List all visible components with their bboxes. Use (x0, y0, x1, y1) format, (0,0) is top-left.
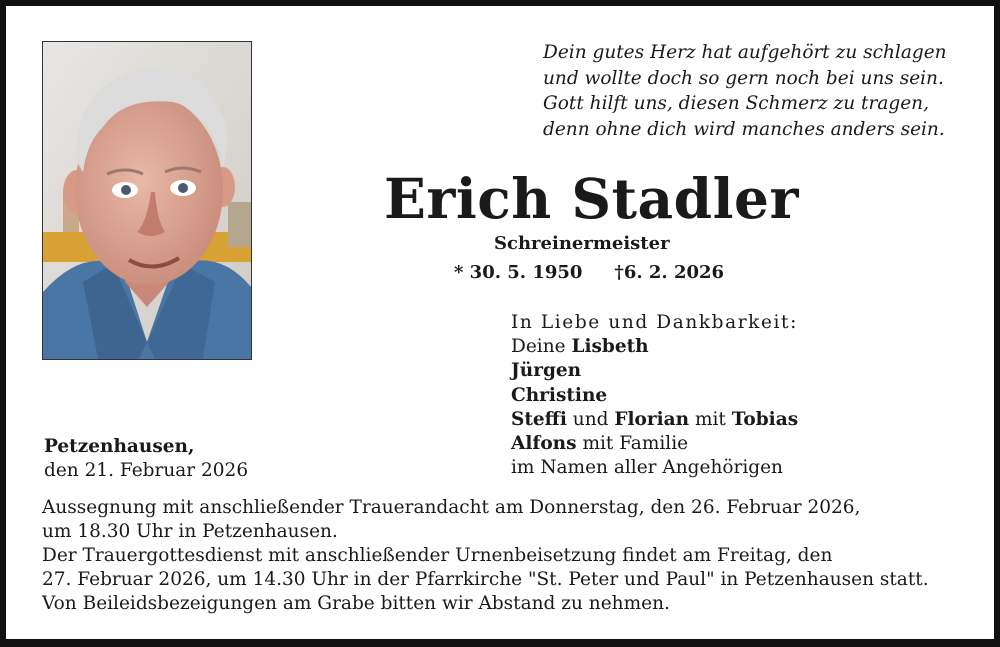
mourner-line (511, 408, 798, 432)
mourner-name: Alfons (511, 433, 577, 455)
notice-line: Aussegnung mit anschließender Trauerandacht am Donnerstag, den 26. Februar 2026, (42, 497, 861, 518)
mourner-line (511, 359, 798, 383)
poem-line: Dein gutes Herz hat aufgehört zu schlagen (543, 42, 947, 63)
notice-line: um 18.30 Uhr in Petzenhausen. (42, 521, 338, 542)
portrait-photo (42, 41, 252, 360)
mourners-closing: im Namen aller Angehörigen (511, 457, 783, 479)
connector-text: mit (694, 408, 726, 430)
place-name: Petzenhausen, (44, 436, 195, 457)
funeral-notice (42, 496, 929, 616)
mourner-name: Lisbeth (571, 336, 649, 358)
notice-line: 27. Februar 2026, um 14.30 Uhr in der Pfarrkirche "St. Peter und Paul" in Petzenhausen statt. (42, 569, 929, 590)
poem-line: denn ohne dich wird manches anders sein. (543, 118, 945, 140)
mourners-list (511, 311, 798, 480)
mourner-name: Jürgen (511, 360, 582, 382)
mourner-prefix: Deine (511, 336, 566, 358)
poem-line: Gott hilft uns, diesen Schmerz zu tragen, (543, 93, 929, 114)
poem (543, 40, 947, 142)
mourner-line (511, 384, 798, 408)
place-date: den 21. Februar 2026 (44, 460, 249, 481)
deceased-name: Erich Stadler (384, 166, 799, 231)
place-and-date (44, 435, 248, 483)
mourner-name: Florian (614, 408, 690, 430)
mourners-intro: In Liebe und Dankbarkeit: (511, 312, 798, 333)
poem-line: und wollte doch so gern noch bei uns sein. (543, 67, 944, 89)
notice-line: Von Beileidsbezeigungen am Grabe bitten wir Abstand zu nehmen. (42, 593, 670, 614)
mourner-line (511, 432, 798, 456)
mourner-name: Steffi (511, 408, 567, 430)
mourner-name: Christine (511, 384, 608, 406)
mourner-name: Tobias (731, 408, 799, 430)
life-dates (454, 261, 724, 285)
death-date: †6. 2. 2026 (614, 262, 725, 283)
connector-text: mit Familie (582, 433, 689, 455)
mourner-line (511, 335, 798, 359)
profession: Schreinermeister (494, 233, 670, 254)
connector-text: und (572, 408, 609, 430)
notice-line: Der Trauergottesdienst mit anschließender Urnenbeisetzung findet am Freitag, den (42, 545, 833, 566)
birth-date: * 30. 5. 1950 (454, 262, 583, 283)
